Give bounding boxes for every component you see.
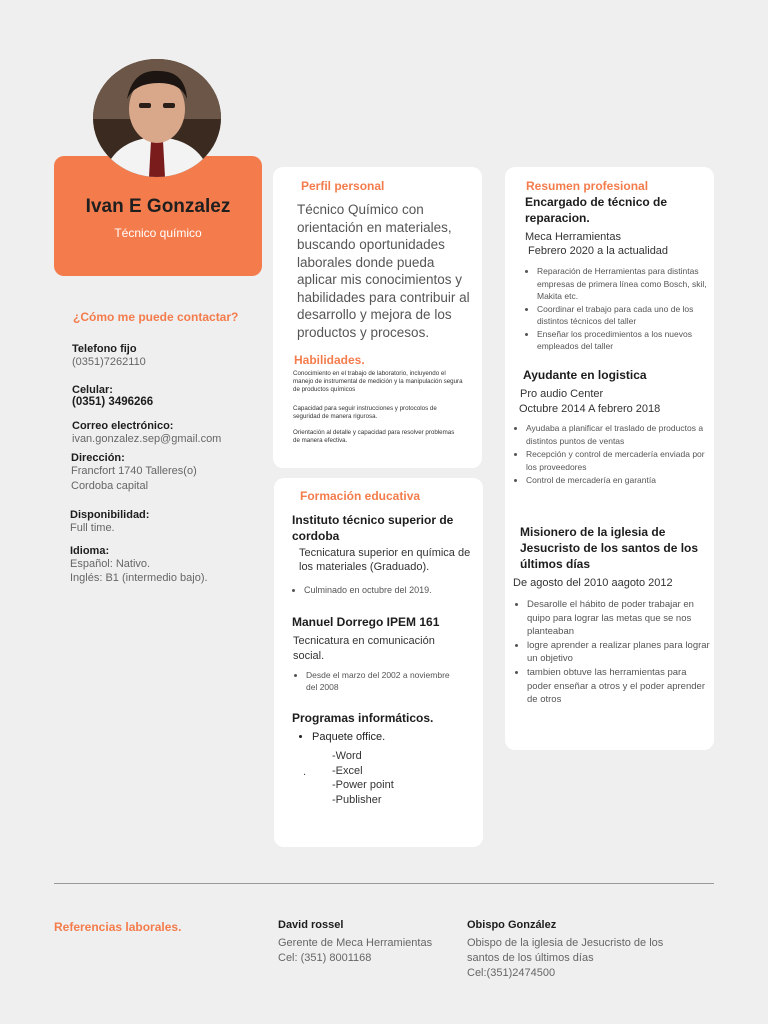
availability-label: Disponibilidad: bbox=[70, 509, 150, 521]
job-role: Técnico químico bbox=[114, 226, 202, 240]
full-name: Ivan E Gonzalez bbox=[85, 196, 231, 217]
programs-list bbox=[332, 749, 394, 807]
language-2: Inglés: B1 (intermedio bajo). bbox=[70, 572, 208, 584]
references-title: Referencias laborales. bbox=[54, 920, 182, 934]
job3-bullet: • logre aprender a realizar planes para lograr un objetivo bbox=[527, 639, 712, 666]
job1-dates: Febrero 2020 a la actualidad bbox=[528, 245, 669, 257]
job1-bullet: • Coordinar el trabajo para cada uno de los distintos técnicos del taller bbox=[537, 303, 717, 328]
reference-2 bbox=[467, 918, 697, 981]
programs-title: Programas informáticos. bbox=[292, 711, 434, 725]
job2-bullets bbox=[512, 422, 711, 487]
job2-title: Ayudante en logistica bbox=[523, 368, 647, 382]
job3-title: Misionero de la iglesia de Jesucristo de los santos de los últimos días bbox=[520, 525, 699, 571]
skill-item: Orientación al detalle y capacidad para resolver problemas de manera efectiva. bbox=[293, 429, 455, 444]
education-title: Formación educativa bbox=[300, 489, 421, 503]
education-bullet: • Desde el marzo del 2002 a noviembre del 2008 bbox=[306, 669, 456, 693]
program-item: -Publisher bbox=[332, 793, 382, 806]
reference-1-position: Gerente de Meca Herramientas bbox=[278, 937, 433, 949]
address-line1: Francfort 1740 Talleres(o) bbox=[71, 465, 197, 477]
job2-company: Pro audio Center bbox=[520, 388, 604, 400]
reference-1 bbox=[278, 918, 458, 966]
email-value[interactable]: ivan.gonzalez.sep@gmail.com bbox=[72, 433, 222, 445]
skills-title: Habilidades. bbox=[294, 353, 365, 367]
job2-bullet: • Ayudaba a planificar el traslado de productos a distintos puntos de ventas bbox=[526, 422, 711, 448]
job3-bullet: • Desarolle el hábito de poder trabajar en quipo para lograr las metas que se nos planteaban bbox=[527, 598, 712, 639]
profile-title: Perfil personal bbox=[301, 179, 385, 193]
mobile-label: Celular: bbox=[72, 384, 113, 396]
fixed-phone-value: (0351)7262110 bbox=[72, 356, 146, 368]
summary-title: Resumen profesional bbox=[526, 179, 649, 193]
profile-card bbox=[273, 167, 482, 468]
job1-company: Meca Herramientas bbox=[525, 231, 621, 243]
job3-bullet: • tambien obtuve las herramientas para poder enseñar a otros y el poder aprender de otros bbox=[527, 666, 712, 707]
job1-bullets bbox=[523, 265, 717, 353]
job1-bullet: • Reparación de Herramientas para distintas empresas de primera línea como Bosch, skil, Makita etc. bbox=[537, 265, 717, 303]
education-bullets-2 bbox=[292, 669, 456, 693]
job2-bullet: • Recepción y control de mercadería enviada por los proveedores bbox=[526, 448, 711, 474]
job3-dates: De agosto del 2010 aagoto 2012 bbox=[513, 577, 673, 589]
program-item: -Word bbox=[332, 750, 362, 762]
reference-2-position: Obispo de la iglesia de Jesucristo de los bbox=[467, 937, 664, 949]
programs-bullet: • Paquete office. bbox=[312, 731, 482, 743]
availability-value: Full time. bbox=[70, 522, 115, 534]
school-2: Manuel Dorrego IPEM 161 bbox=[292, 615, 440, 629]
reference-1-phone: Cel: (351) 8001168 bbox=[278, 952, 372, 964]
profile-text: Técnico Químico con orientación en materiales, buscando oportunidades laborales donde pueda aplicar mis conocimientos y habilidades para contribuir al desarrollo y mejora de los productos y procesos. bbox=[297, 202, 470, 340]
job1-title: Encargado de técnico de reparacion. bbox=[525, 195, 668, 225]
reference-2-position-cont: santos de los últimos días bbox=[467, 952, 594, 964]
reference-2-name: Obispo González bbox=[467, 919, 557, 931]
skill-item: Capacidad para seguir instrucciones y protocolos de seguridad de manera rigurosa. bbox=[293, 405, 437, 420]
job3-bullets bbox=[513, 598, 712, 707]
job2-dates: Octubre 2014 A febrero 2018 bbox=[519, 403, 661, 415]
education-card bbox=[274, 478, 483, 847]
degree-1: Tecnicatura superior en química de los materiales (Graduado). bbox=[299, 547, 471, 573]
language-1: Español: Nativo. bbox=[70, 558, 151, 570]
section-divider bbox=[54, 883, 714, 884]
job2-bullet: • Control de mercadería en garantía bbox=[526, 474, 711, 487]
reference-1-name: David rossel bbox=[278, 919, 344, 931]
email-label: Correo electrónico: bbox=[72, 420, 174, 432]
skill-item: Conocimiento en el trabajo de laboratorio, incluyendo el manejo de instrumental de medición y la manipulación segura de productos químicos bbox=[293, 370, 463, 393]
fixed-phone-label: Telefono fijo bbox=[72, 343, 137, 355]
address-label: Dirección: bbox=[71, 452, 125, 464]
education-bullets-1 bbox=[290, 585, 489, 595]
contact-section bbox=[72, 343, 272, 593]
school-1: Instituto técnico superior de cordoba bbox=[292, 513, 454, 543]
programs-bullets bbox=[298, 731, 482, 743]
profile-photo bbox=[93, 59, 221, 177]
address-line2: Cordoba capital bbox=[71, 480, 149, 492]
contact-title: ¿Cómo me puede contactar? bbox=[73, 310, 239, 324]
summary-card bbox=[505, 167, 714, 750]
stray-dot: . bbox=[303, 766, 307, 778]
program-item: -Excel bbox=[332, 764, 363, 777]
degree-2: Tecnicatura en comunicación social. bbox=[293, 635, 435, 662]
language-label: Idioma: bbox=[70, 545, 110, 557]
program-item: -Power point bbox=[332, 779, 394, 791]
education-bullet: • Culminado en octubre del 2019. bbox=[304, 585, 489, 595]
mobile-value: (0351) 3496266 bbox=[72, 396, 154, 408]
reference-2-phone: Cel:(351)2474500 bbox=[467, 967, 556, 979]
job1-bullet: • Enseñar los procedimientos a los nuevos empleados del taller bbox=[537, 328, 717, 353]
